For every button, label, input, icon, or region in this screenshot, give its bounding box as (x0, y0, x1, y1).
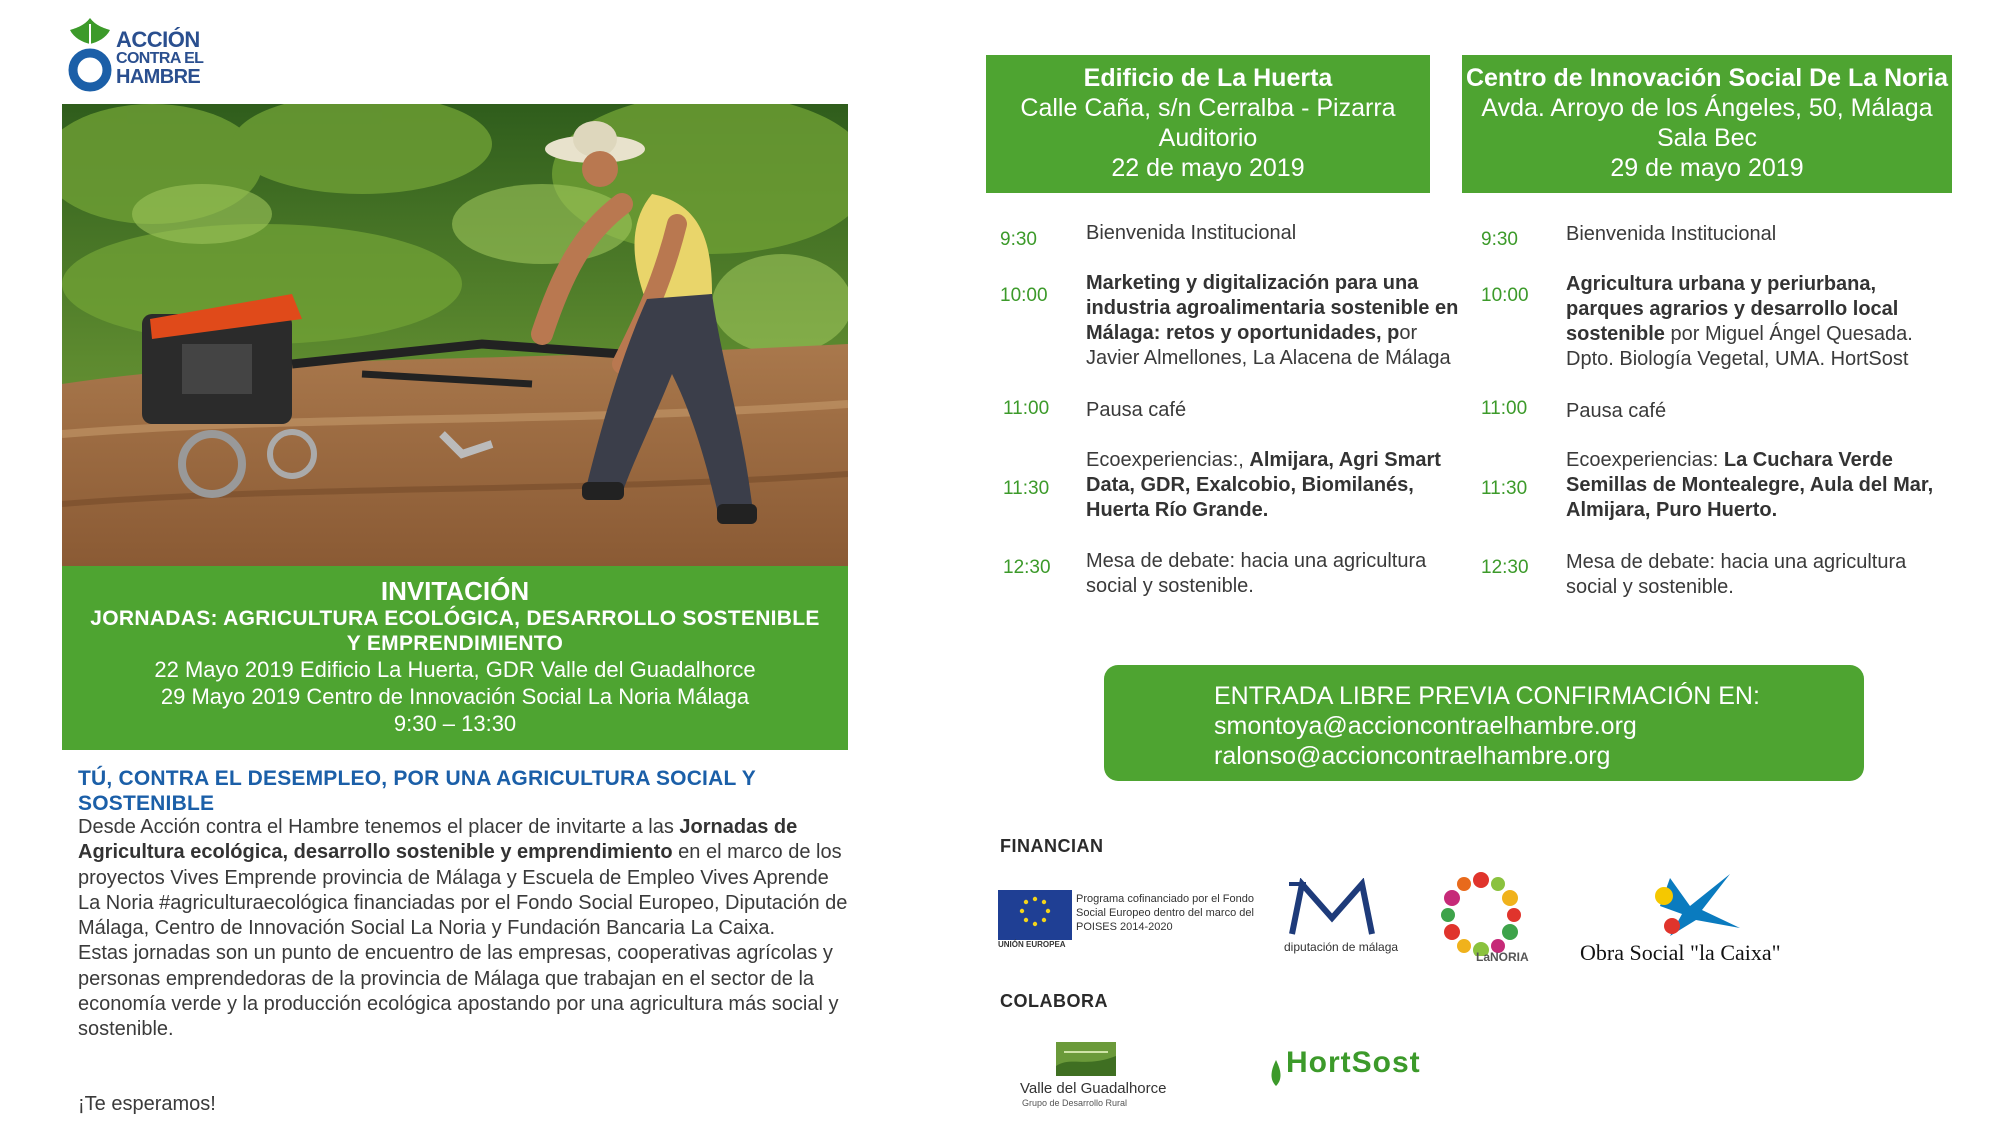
venue-b-address: Avda. Arroyo de los Ángeles, 50, Málaga (1481, 94, 1933, 122)
schedule-b-item-3: Pausa café (1566, 400, 1667, 422)
venue-a-address: Calle Caña, s/n Cerralba - Pizarra (1020, 94, 1396, 122)
schedule-a-item-4 (1086, 448, 1466, 523)
registration-email-2[interactable]: ralonso@accioncontraelhambre.org (1214, 742, 1611, 770)
schedule-b-item-1: Bienvenida Institucional (1566, 223, 1777, 245)
schedule-a-item-2-rest: or Javier Almellones, La Alacena de Málaga (1086, 322, 1451, 369)
la-noria-wheel-icon (1436, 870, 1526, 956)
intro-p1-start: Desde Acción contra el Hambre tenemos el placer de invitarte a las (78, 816, 680, 838)
valle-subtext: Grupo de Desarrollo Rural (1022, 1098, 1128, 1108)
logo-line2: CONTRA EL (116, 50, 204, 67)
venue-a-room: Auditorio (1158, 124, 1258, 152)
invitation-line1: 22 Mayo 2019 Edificio La Huerta, GDR Valle del Guadalhorce (154, 657, 756, 682)
invitation-banner (62, 566, 848, 750)
schedule-b-item-4 (1566, 448, 1956, 523)
diputacion-text: diputación de málaga (1284, 940, 1399, 954)
schedule-a-item-2 (1086, 271, 1466, 371)
valle-text: Valle del Guadalhorce (1020, 1080, 1167, 1097)
schedule-a-time-1: 9:30 (1000, 229, 1037, 250)
intro-paragraph-1 (78, 815, 848, 941)
closing-text: ¡Te esperamos! (78, 1093, 216, 1115)
schedule-a-time-2: 10:00 (1000, 285, 1048, 306)
intro-heading: TÚ, CONTRA EL DESEMPLEO, POR UNA AGRICULTURA SOCIAL Y SOSTENIBLE (78, 767, 756, 815)
leaf-circle-icon (66, 14, 114, 98)
schedule-b-time-2: 10:00 (1481, 285, 1529, 306)
schedule-b-item-2 (1566, 272, 1956, 372)
water-drop-icon (1268, 1058, 1284, 1088)
venue-b-header (1462, 55, 1952, 193)
logo-line3: HAMBRE (116, 66, 201, 88)
la-noria-logo (1436, 870, 1529, 970)
venue-b-room: Sala Bec (1656, 124, 1758, 152)
diputacion-malaga-logo (1284, 878, 1399, 958)
schedule-b-item-4-pre: Ecoexperiencias: (1566, 449, 1724, 471)
valle-landscape-icon (1056, 1042, 1116, 1076)
schedule-b-item-5: Mesa de debate: hacia una agricultura social y sostenible. (1566, 551, 1907, 598)
schedule-a-item-5: Mesa de debate: hacia una agricultura social y sostenible. (1086, 550, 1427, 597)
venue-a-date: 22 de mayo 2019 (1111, 154, 1305, 182)
schedule-b-time-5: 12:30 (1481, 557, 1529, 578)
eu-label: UNIÓN EUROPEA (998, 940, 1066, 949)
schedule-b-time-4: 11:30 (1481, 478, 1528, 499)
schedule-a-time-3: 11:00 (1003, 398, 1050, 419)
schedule-b-item-4-bold: La Cuchara Verde Semillas de Montealegre, Aula del Mar, Almijara, Puro Huerto. (1566, 449, 1934, 521)
schedule-a-item-4-bold: Almijara, Agri Smart Data, GDR, Exalcobio, Biomilanés, Huerta Río Grande. (1086, 449, 1441, 521)
registration-box (1104, 665, 1864, 781)
schedule-a-item-3: Pausa café (1086, 399, 1187, 421)
schedule-a-item-1: Bienvenida Institucional (1086, 222, 1297, 244)
schedule-b-time-3: 11:00 (1481, 398, 1528, 419)
schedule-b-item-2-rest: por Miguel Ángel Quesada. Dpto. Biología Vegetal, UMA. HortSost (1566, 323, 1913, 370)
registration-email-1[interactable]: smontoya@accioncontraelhambre.org (1214, 712, 1637, 740)
valle-guadalhorce-logo (1020, 1042, 1220, 1112)
diputacion-m-icon (1284, 878, 1380, 938)
eu-fse-logo (998, 890, 1268, 954)
schedule-a-item-2-bold: Marketing y digitalización para una industria agroalimentaria sostenible en Málaga: retos y oportunidades, p (1086, 272, 1459, 344)
colabora-label: COLABORA (1000, 991, 1108, 1011)
hortsost-logo (1268, 1040, 1448, 1090)
venue-b-name: Centro de Innovación Social De La Noria (1465, 64, 1949, 92)
schedule-b-time-1: 9:30 (1481, 229, 1518, 250)
venue-b-date: 29 de mayo 2019 (1610, 154, 1804, 182)
schedule-a-item-4-pre: Ecoexperiencias:, (1086, 449, 1250, 471)
logo-text (116, 27, 204, 88)
financian-label: FINANCIAN (1000, 836, 1104, 856)
eu-caption: Programa cofinanciado por el Fondo Social Europeo dentro del marco del POISES 2014-2020 (1076, 893, 1254, 933)
hortsost-text: HortSost (1286, 1046, 1421, 1079)
invitation-subtitle: JORNADAS: AGRICULTURA ECOLÓGICA, DESARROLLO SOSTENIBLE Y EMPRENDIMIENTO (90, 607, 820, 655)
invitation-line2: 29 Mayo 2019 Centro de Innovación Social La Noria Málaga (160, 684, 750, 709)
registration-text: ENTRADA LIBRE PREVIA CONFIRMACIÓN EN: (1214, 682, 1760, 710)
intro-p1-bold: Jornadas de Agricultura ecológica, desarrollo sostenible y emprendimiento (78, 816, 798, 864)
venue-a-name: Edificio de La Huerta (1083, 64, 1333, 92)
schedule-a-time-4: 11:30 (1003, 478, 1050, 499)
la-noria-text: LaNORIA (1476, 950, 1529, 964)
invitation-line3: 9:30 – 13:30 (393, 711, 517, 736)
farmer-tiller-photo (62, 104, 848, 568)
intro-paragraph-2: Estas jornadas son un punto de encuentro de las empresas, cooperativas agrícolas y personas emprendedoras de la provincia de Málaga que trabajan en el sector de la economía verde y la producción ecológica apostando por una agricultura más social y sostenible. (78, 942, 839, 1041)
schedule-a-time-5: 12:30 (1003, 557, 1051, 578)
intro-p1-end: en el marco de los proyectos Vives Emprende provincia de Málaga y Escuela de Empleo Vives Aprende La Noria #agriculturaecológica financiadas por el Fondo Social Europeo, Diputación de Málaga, Centro de Innovación Social La Noria y Fundación Bancaria La Caixa. (78, 841, 848, 940)
eu-flag-icon (998, 890, 1072, 946)
accion-contra-el-hambre-logo (66, 14, 226, 98)
logo-line1: ACCIÓN (116, 27, 200, 52)
obra-social-la-caixa-logo (1580, 868, 1820, 968)
intro-body (78, 815, 848, 1043)
schedule-b-item-2-bold: Agricultura urbana y periurbana, parques agrarios y desarrollo local sostenible (1566, 273, 1899, 345)
caixa-star-icon (1630, 868, 1770, 938)
venue-a-header (986, 55, 1430, 193)
invitation-title: INVITACIÓN (380, 576, 530, 606)
caixa-text: Obra Social "la Caixa" (1580, 940, 1781, 965)
photo-illustration (62, 104, 848, 568)
